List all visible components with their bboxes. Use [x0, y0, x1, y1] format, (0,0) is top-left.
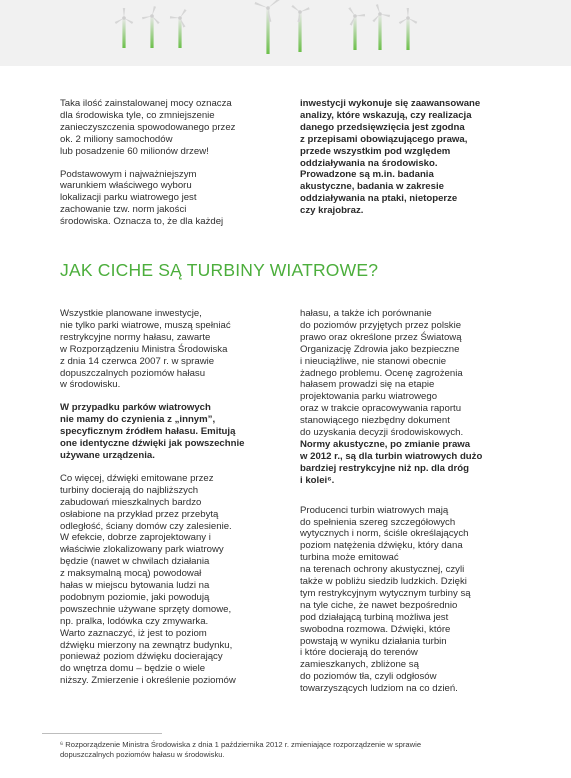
- header-band: [0, 0, 571, 66]
- same-sounds-paragraph: W przypadku parków wiatrowych nie mamy do czynienia z „innym”, specyficznym źródłem hałasu. Emitują one identyczne dźwięki jak powszechnie używane urządzenia.: [60, 402, 245, 461]
- noise-norms-paragraph: Wszystkie planowane inwestycje, nie tylko parki wiatrowe, muszą spełniać restrykcyjne normy hałasu, zawarte w Rozporządzeniu Ministra Środowiska z dnia 14 czerwca 2007 r. w sprawie dopuszczalnych poziomów hałasu w środowisku.: [60, 308, 231, 391]
- acoustic-norms-paragraph: Normy akustyczne, po zmianie prawa w 2012 r., są dla turbin wiatrowych dużo bardziej restrykcyjne niż np. dla dróg i kolei⁶.: [300, 438, 483, 486]
- intro-right-column: [300, 98, 528, 217]
- wind-turbine-icon: [348, 7, 365, 50]
- main-right-column: [300, 308, 528, 695]
- intro-paragraph-3: inwestycji wykonuje się zaawansowane analizy, które wskazują, czy realizacja danego przedsięwzięcia jest zgodna z przepisami obowiązującego prawa, przede wszystkim pod względem oddziaływania na środowisko. Prowadzone są m.in. badania akustyczne, badania w zakresie oddziaływania na ptaki, nietoperze czy krajobraz.: [300, 98, 481, 217]
- wind-turbine-icon: [372, 4, 390, 50]
- wind-turbine-icon: [399, 8, 418, 50]
- intro-paragraph-2-text: Podstawowym i najważniejszym warunkiem właściwego wyboru lokalizacji parku wiatrowego jest zachowanie tzw. norm jakości środowiska. Oznacza to, że dla każdej: [60, 168, 224, 228]
- wind-turbine-icon: [291, 5, 309, 52]
- wind-turbine-icon: [115, 8, 134, 48]
- wind-turbine-icon: [254, 0, 279, 54]
- footnote: ⁶ Rozporządzenie Ministra Środowiska z dnia 1 października 2012 r. zmieniające rozporządzenie w sprawie dopuszczalnych poziomów hałasu w środowisku.: [60, 740, 422, 759]
- main-left-column: [60, 308, 284, 687]
- measurement-paragraph: [300, 308, 528, 439]
- wind-turbine-icon: [170, 9, 187, 48]
- intro-paragraph-2: [60, 169, 284, 229]
- section-heading: JAK CICHE SĄ TURBINY WIATROWE?: [60, 260, 379, 280]
- wind-turbine-icons: [0, 0, 571, 66]
- intro-left-column: [60, 98, 284, 228]
- footnote-divider: [42, 733, 162, 734]
- wind-turbine-icon: [142, 6, 160, 48]
- manufacturers-paragraph: Producenci turbin wiatrowych mają do spełnienia szereg szczegółowych wytycznych i norm, ściśle określających poziom natężenia dźwięku, który dana turbina może emitować na terenach ochrony akustycznej, czyli także w pobliżu siedzib ludzkich. Dzięki tym restrykcyjnym wytycznym turbiny są na tyle ciche, że nawet bezpośrednio pod działającą turbiną możliwa jest swobodna rozmowa. Dźwięki, które powstają w wyniku działania turbin i które docierają do terenów zamieszkanych, zbliżone są do poziomów tła, czyli odgłosów towarzyszących ludziom na co dzień.: [300, 504, 471, 695]
- measurement-text: hałasu, a także ich porównanie do poziomów przyjętych przez polskie prawo oraz określone przez Światową Organizację Zdrowia jako bezpieczne i nieuciążliwe, nie stanowi obecnie żadnego problemu. Ocenę zagrożenia hałasem prowadzi się na etapie projektowania parku wiatrowego oraz w trakcie opracowywania raportu stanowiącego niezbędny dokument do uzyskania decyzji środowiskowych.: [300, 308, 464, 439]
- intro-paragraph-1: Taka ilość zainstalowanej mocy oznacza dla środowiska tyle, co zmniejszenie zanieczyszczenia spowodowanego przez ok. 2 miliony samochodów lub posadzenie 60 milionów drzew!: [60, 98, 236, 157]
- attenuation-paragraph: Co więcej, dźwięki emitowane przez turbiny docierają do najbliższych zabudowań mieszkalnych bardzo osłabione na przykład przez przebytą odległość, ściany domów czy zalesienie. W efekcie, dobrze zaprojektowany i właściwie zlokalizowany park wiatrowy będzie (nawet w chwilach działania z maksymalną mocą) powodował hałas w miejscu bytowania ludzi na podobnym poziomie, jaki powodują powszechnie używane sprzęty domowe, np. pralka, lodówka czy zmywarka. Warto zaznaczyć, iż jest to poziom dźwięku mierzony na zewnątrz budynku, ponieważ poziom dźwięku docierający do wnętrza domu – będzie o wiele niższy. Zmierzenie i określenie poziomów: [60, 472, 236, 687]
